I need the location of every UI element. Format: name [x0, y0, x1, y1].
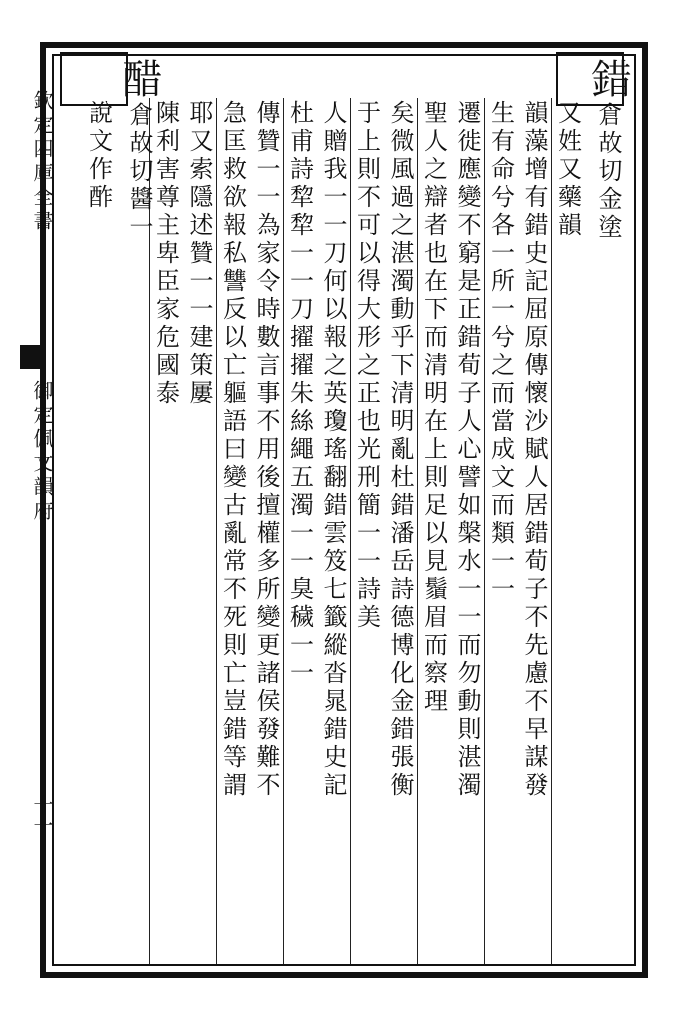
column-text: 人贈我一一刀何以報之英瓊瑤翻錯雲笈七籤縱沓晁錯史記 [319, 100, 347, 800]
column-text: 急匡救欲報私讐反以亡軀語曰變古亂常不死則亡豈錯等謂 [218, 100, 247, 800]
entry-head-character: 醋 [116, 58, 162, 102]
text-column [352, 100, 382, 632]
column-text: 倉故切醬一 [125, 102, 153, 242]
text-column [452, 100, 482, 800]
column-text: 陳利害尊主卑臣家危國泰 [151, 100, 180, 408]
text-column [218, 100, 248, 800]
column-text: 耶又索隱述贊一一建策屢 [185, 100, 213, 408]
column-rule [216, 98, 217, 964]
column-text: 傳贊一一為家令時數言事不用後擅權多所變更諸侯發難不 [252, 100, 280, 800]
text-column [318, 100, 348, 800]
column-text: 說文作酢 [84, 100, 113, 212]
page-number: 十一 [30, 795, 54, 835]
column-text: 遷徙應變不窮是正錯荀子人心譬如槃水一一而勿動則湛濁 [453, 100, 481, 800]
book-title: 欽定四庫全書 [30, 90, 54, 234]
text-column [251, 100, 281, 800]
text-column [84, 100, 114, 212]
fold-mark [20, 345, 42, 369]
column-text: 倉故切金塗 [594, 102, 622, 242]
column-text: 又姓又藥韻 [553, 100, 582, 240]
column-rule [484, 98, 485, 964]
column-rule [283, 98, 284, 964]
column-text: 于上則不可以得大形之正也光刑簡一一詩美 [352, 100, 381, 632]
text-column [385, 100, 415, 800]
section-title: 御定佩文韻府 [30, 380, 54, 524]
text-column [486, 100, 516, 604]
column-text: 聖人之辯者也在下而清明在上則足以見鬚眉而察理 [419, 100, 448, 716]
text-column [419, 100, 449, 716]
column-text: 矣微風過之湛濁動乎下清明亂杜錯潘岳詩德博化金錯張衡 [386, 100, 414, 800]
entry-head-character: 錯 [585, 58, 631, 102]
text-column [553, 100, 583, 240]
column-text: 杜甫詩犂犂一一刀擢擢朱絲繩五濁一一臭穢一一 [285, 100, 314, 688]
text-column [285, 100, 315, 688]
column-text: 生有命兮各一所一兮之而當成文而類一一 [486, 100, 515, 604]
column-rule [551, 98, 552, 964]
column-text: 韻藻增有錯史記屈原傳懷沙賦人居錯荀子不先慮不早謀發 [520, 100, 548, 800]
text-column [117, 58, 161, 242]
text-column [519, 100, 549, 800]
column-rule [350, 98, 351, 964]
text-column [586, 58, 630, 242]
text-column [184, 100, 214, 408]
column-rule [417, 98, 418, 964]
